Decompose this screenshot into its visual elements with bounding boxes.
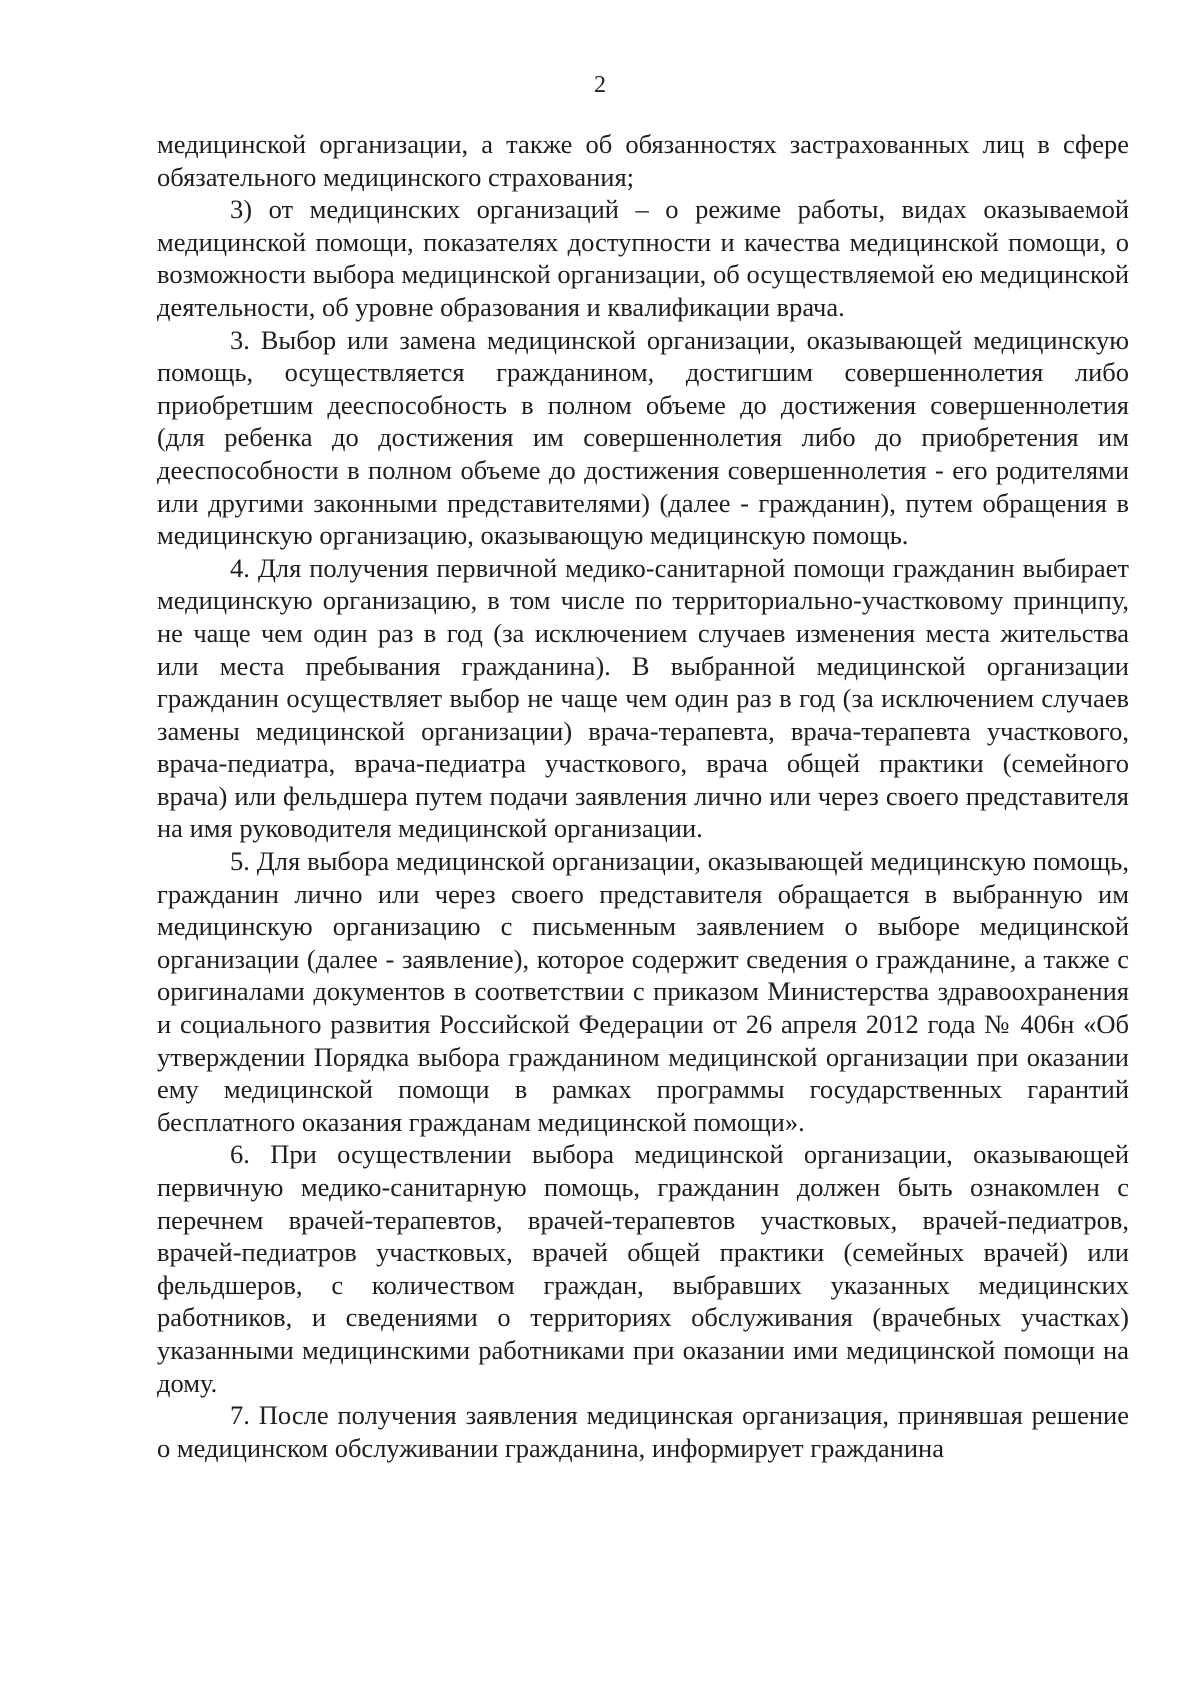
paragraph-item-7: 7. После получения заявления медицинская организация, принявшая решение о медицинском обслуживании гражданина, информирует гражданина — [157, 1400, 1129, 1463]
paragraph-item-6: 6. При осуществлении выбора медицинской организации, оказывающей первичную медико-санитарную помощь, гражданин должен быть ознакомлен с перечнем врачей-терапевтов, врачей-терапевтов участковых, врачей-педиатров, врачей-педиатров участковых, врачей общей практики (семейных врачей) или фельдшеров, с количеством граждан, выбравших указанных медицинских работников, и сведениями о территориях обслуживания (врачебных участках) указанными медицинскими работниками при оказании ими медицинской помощи на дому. — [157, 1139, 1129, 1398]
document-body — [157, 128, 1129, 1464]
page-number: 2 — [594, 72, 606, 98]
paragraph-item-3: 3. Выбор или замена медицинской организации, оказывающей медицинскую помощь, осуществляется гражданином, достигшим совершеннолетия либо приобретшим дееспособность в полном объеме до достижения совершеннолетия (для ребенка до достижения им совершеннолетия либо до приобретения им дееспособности в полном объеме до достижения совершеннолетия - его родителями или другими законными представителями) (далее - гражданин), путем обращения в медицинскую организацию, оказывающую медицинскую помощь. — [157, 324, 1129, 551]
paragraph-item-3-subpoint: 3) от медицинских организаций – о режиме работы, видах оказываемой медицинской помощи, показателях доступности и качества медицинской помощи, о возможности выбора медицинской организации, об осуществляемой ею медицинской деятельности, об уровне образования и квалификации врача. — [157, 194, 1129, 322]
paragraph-continuation: медицинской организации, а также об обязанностях застрахованных лиц в сфере обязательного медицинского страхования; — [157, 129, 1129, 192]
paragraph-item-5: 5. Для выбора медицинской организации, оказывающей медицинскую помощь, гражданин лично или через своего представителя обращается в выбранную им медицинскую организацию с письменным заявлением о выборе медицинской организации (далее - заявление), которое содержит сведения о гражданине, а также с оригиналами документов в соответствии с приказом Министерства здравоохранения и социального развития Российской Федерации от 26 апреля 2012 года № 406н «Об утверждении Порядка выбора гражданином медицинской организации при оказании ему медицинской помощи в рамках программы государственных гарантий бесплатного оказания гражданам медицинской помощи». — [157, 846, 1129, 1137]
paragraph-item-4: 4. Для получения первичной медико-санитарной помощи гражданин выбирает медицинскую организацию, в том числе по территориально-участковому принципу, не чаще чем один раз в год (за исключением случаев изменения места жительства или места пребывания гражданина). В выбранной медицинской организации гражданин осуществляет выбор не чаще чем один раз в год (за исключением случаев замены медицинской организации) врача-терапевта, врача-терапевта участкового, врача-педиатра, врача-педиатра участкового, врача общей практики (семейного врача) или фельдшера путем подачи заявления лично или через своего представителя на имя руководителя медицинской организации. — [157, 552, 1129, 844]
